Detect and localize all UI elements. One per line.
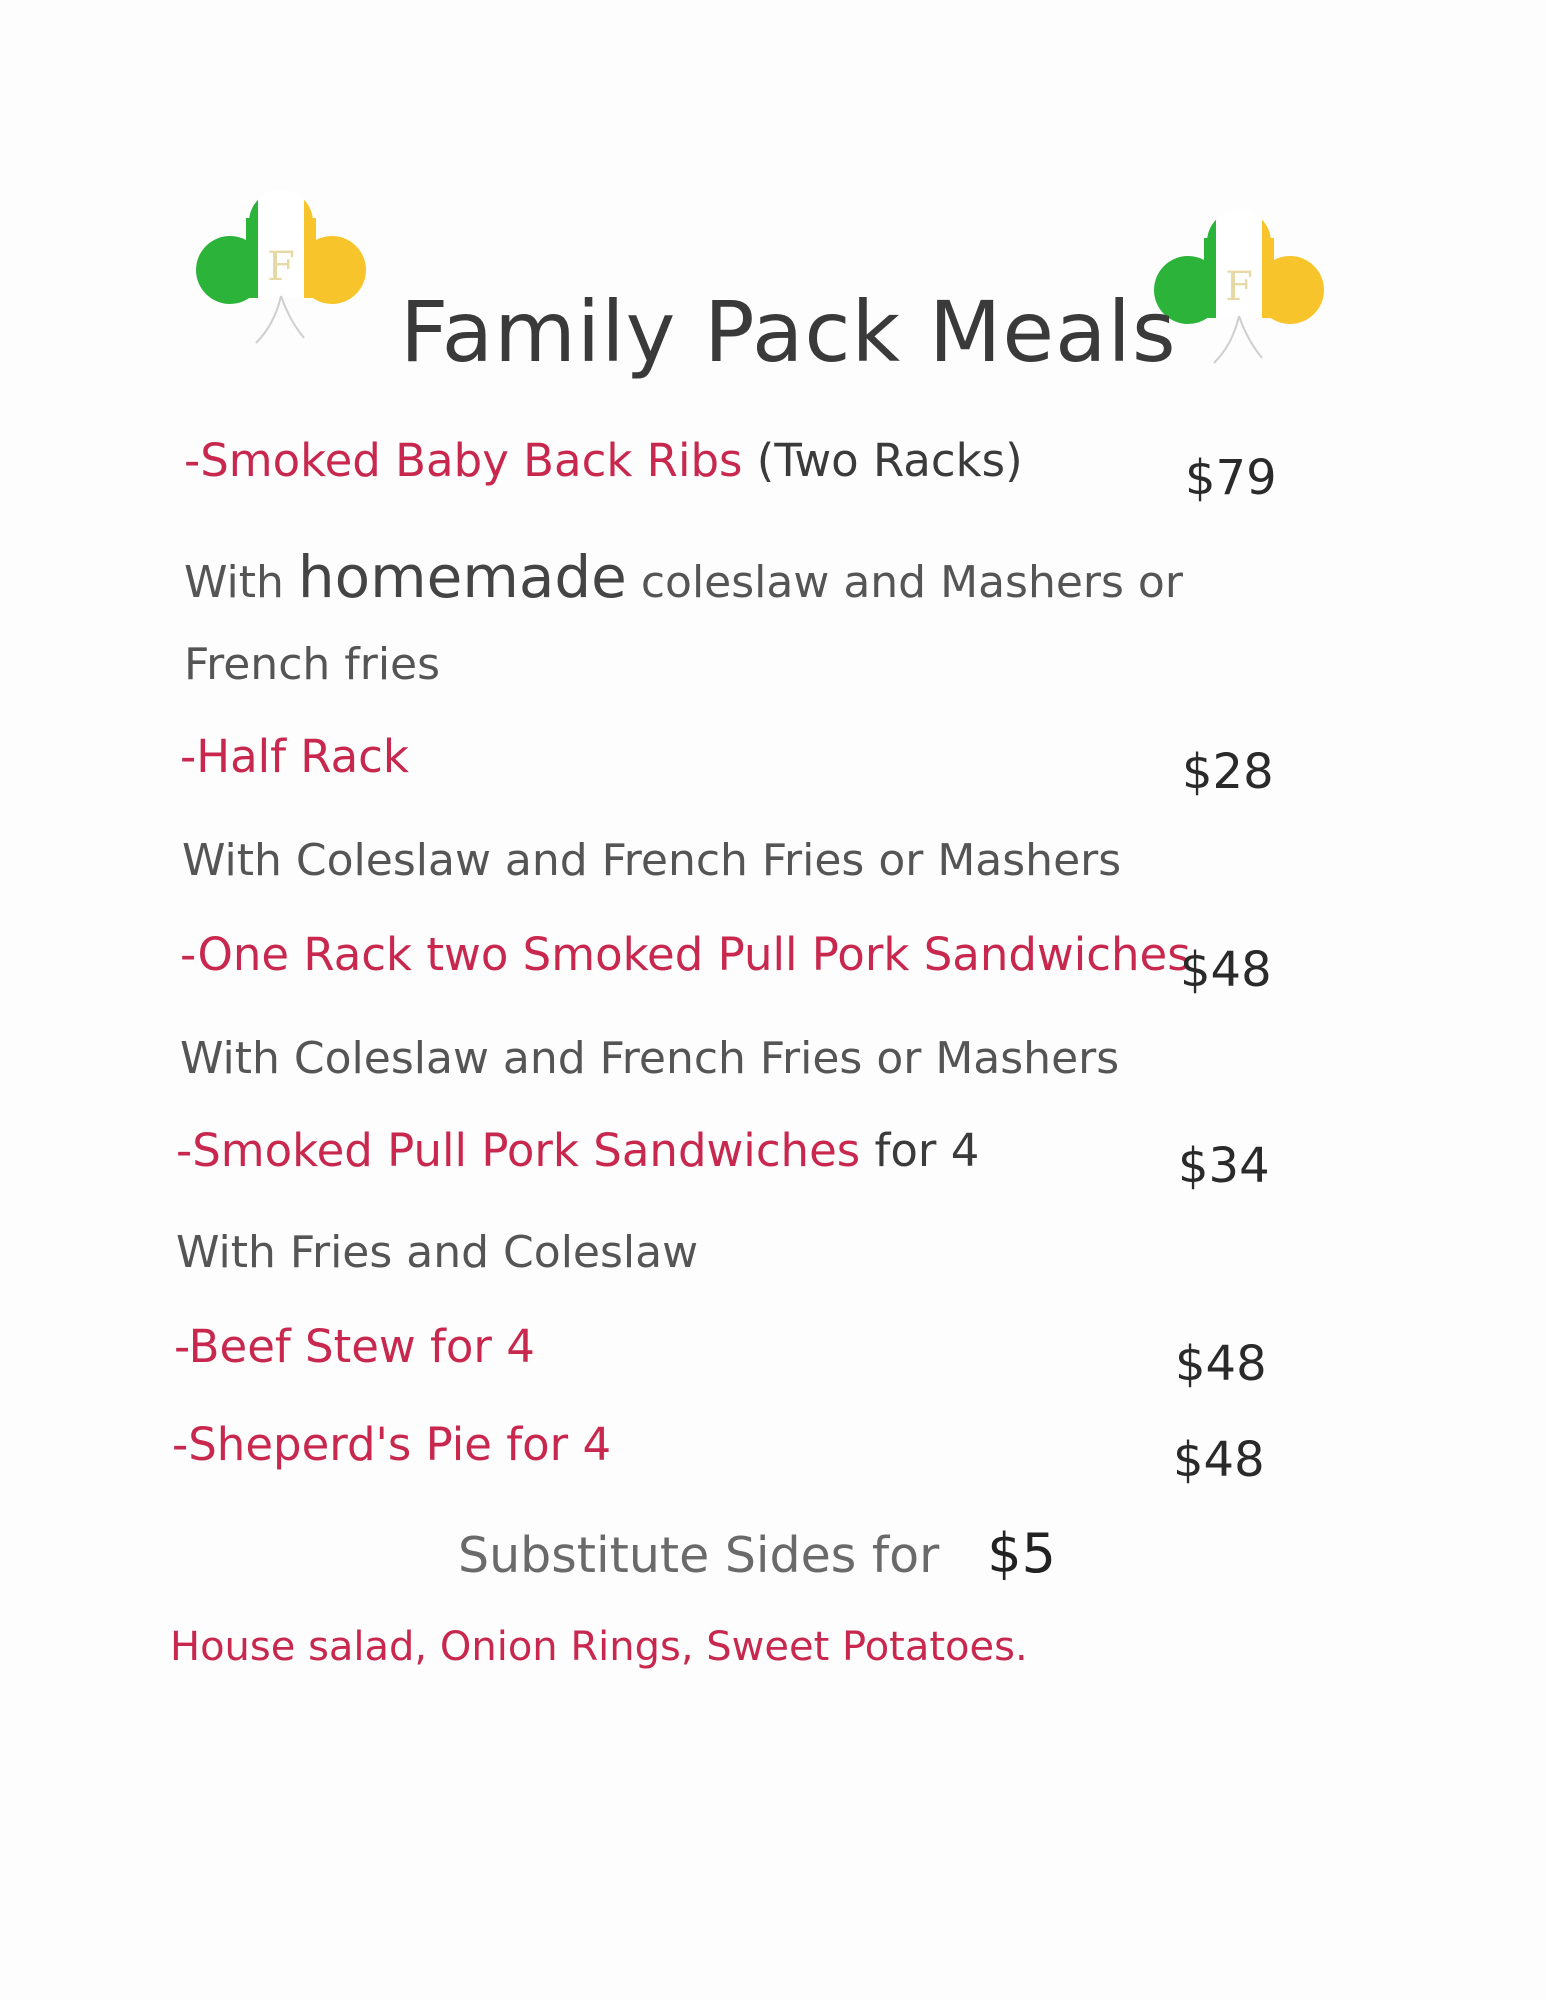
substitute-sides <box>458 1522 1056 1585</box>
substitute-price: $5 <box>987 1522 1056 1585</box>
logo-letter: F <box>1225 264 1253 310</box>
description-ribs <box>184 536 1314 706</box>
shamrock-logo-left <box>196 188 366 348</box>
price-one-rack: $48 <box>1180 942 1272 998</box>
logo-letter: F <box>267 244 295 290</box>
description-half-rack: With Coleslaw and French Fries or Mashers <box>182 835 1122 886</box>
item-name: -Half Rack <box>180 730 409 783</box>
item-suffix: for 4 <box>860 1124 980 1177</box>
menu-item-pull-pork <box>176 1124 979 1177</box>
price-ribs: $79 <box>1185 450 1277 506</box>
description-one-rack: With Coleslaw and French Fries or Mashers <box>180 1033 1120 1084</box>
item-name: -Smoked Pull Pork Sandwiches <box>176 1124 861 1177</box>
desc-text: coleslaw and Mashers or French fries <box>184 557 1183 690</box>
page-title: Family Pack Meals <box>400 283 1177 381</box>
menu-item-sheperds-pie <box>172 1418 611 1471</box>
price-beef-stew: $48 <box>1175 1336 1267 1392</box>
menu-item-half-rack <box>180 730 409 783</box>
description-pull-pork: With Fries and Coleslaw <box>176 1227 699 1278</box>
desc-emphasis: homemade <box>297 543 627 611</box>
item-suffix: (Two Racks) <box>742 434 1023 487</box>
shamrock-logo-right <box>1154 208 1324 368</box>
desc-text: With <box>184 557 298 608</box>
sides-list: House salad, Onion Rings, Sweet Potatoes. <box>170 1624 1028 1670</box>
menu-item-ribs <box>184 434 1023 487</box>
item-name: -One Rack two Smoked Pull Pork Sandwiches <box>180 928 1191 981</box>
price-half-rack: $28 <box>1182 744 1274 800</box>
item-name: -Beef Stew for 4 <box>174 1320 535 1373</box>
price-pull-pork: $34 <box>1178 1138 1270 1194</box>
price-sheperds-pie: $48 <box>1173 1432 1265 1488</box>
item-name: -Smoked Baby Back Ribs <box>184 434 743 487</box>
menu-item-beef-stew <box>174 1320 535 1373</box>
substitute-label: Substitute Sides for <box>458 1527 940 1584</box>
item-name: -Sheperd's Pie for 4 <box>172 1418 612 1471</box>
menu-item-one-rack <box>180 928 1191 981</box>
